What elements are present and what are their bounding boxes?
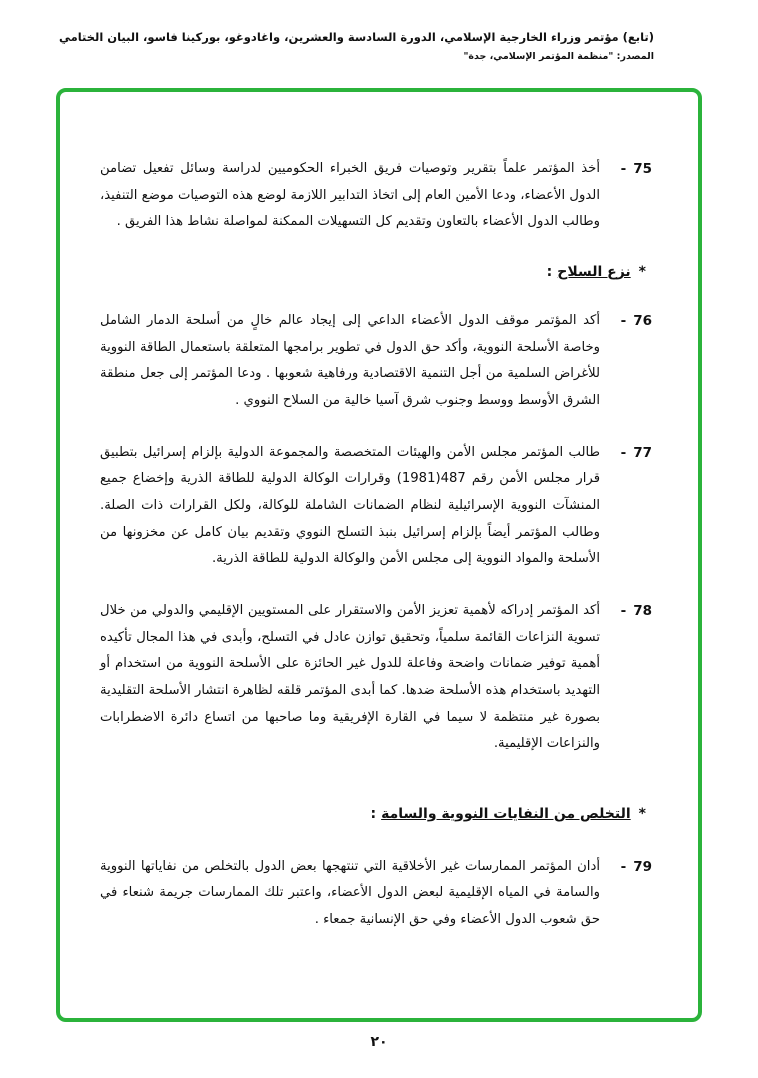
item-dash: - <box>620 161 627 177</box>
item-number: 78 <box>633 602 652 619</box>
header-title: (تابع) مؤتمر وزراء الخارجية الإسلامي، الدورة السادسة والعشرين، واغادوغو، بوركينا فاسو، البيان الختامي <box>58 30 654 44</box>
paragraph-number <box>600 440 652 467</box>
paragraph-77 <box>100 440 652 573</box>
item-dash: - <box>620 312 627 329</box>
item-dash: - <box>620 858 627 875</box>
heading-text: التخلص من النفايات النووية والسامة <box>381 805 631 822</box>
heading-colon: : <box>546 263 553 280</box>
page-number: ٢٠ <box>370 1034 388 1050</box>
paragraph-number <box>600 308 652 335</box>
document-body <box>60 92 698 934</box>
item-number: 75 <box>633 161 652 177</box>
section-heading-nuclear-waste <box>100 806 646 822</box>
paragraph-text: أكد المؤتمر موقف الدول الأعضاء الداعي إلى إيجاد عالم خالٍ من أسلحة الدمار الشامل وخاصة الأسلحة النووية، وأكد حق الدول في تطوير برامجها المتعلقة باستعمال الطاقة النووية للأغراض السلمية من أجل التنمية الاقتصادية ورفاهية شعوبها . ودعا المؤتمر إلى جعل منطقة الشرق الأوسط ووسط وجنوب شرق آسيا خالية من السلاح النووي . <box>100 312 600 408</box>
paragraph-75 <box>100 156 652 236</box>
section-heading-disarmament <box>100 264 646 280</box>
paragraph-78 <box>100 598 652 758</box>
header-source: المصدر: "منظمة المؤتمر الإسلامي، جدة" <box>463 51 654 62</box>
paragraph-number <box>600 598 652 625</box>
item-number: 79 <box>633 858 652 875</box>
paragraph-79 <box>100 854 652 934</box>
paragraph-text: طالب المؤتمر مجلس الأمن والهيئات المتخصصة والمجموعة الدولية بإلزام إسرائيل بتطبيق قرار مجلس الأمن رقم 487(1981) وقرارات الوكالة الدولية للطاقة الذرية وإخضاع جميع المنشآت النووية الإسرائيلية لنظام الضمانات الشاملة للوكالة، ولكل القرارات ذات الصلة. وطالب المؤتمر أيضاً بإلزام إسرائيل بنبذ التسلح النووي وتقديم بيان كامل عن مخزونها من الأسلحة والمواد النووية إلى مجلس الأمن والوكالة الدولية للطاقة الذرية. <box>100 444 601 567</box>
paragraph-text: أدان المؤتمر الممارسات غير الأخلاقية التي تنتهجها بعض الدول بالتخلص من نفاياتها النووية والسامة في المياه الإقليمية لبعض الدول الأعضاء، واعتبر تلك الممارسات جريمة شنعاء في حق شعوب الدول الأعضاء وفي حق الإنسانية جمعاء . <box>100 858 600 928</box>
paragraph-number <box>600 854 652 881</box>
item-number: 76 <box>633 312 652 329</box>
paragraph-text: أخذ المؤتمر علماً بتقرير وتوصيات فريق الخبراء الحكوميين لدراسة وسائل تفعيل تضامن الدول الأعضاء، ودعا الأمين العام إلى اتخاذ التدابير اللازمة لوضع هذه التوصيات موضع التنفيذ، وطالب الدول الأعضاء بالتعاون وتقديم كل التسهيلات الممكنة لمواصلة نشاط هذا الفريق . <box>100 161 600 230</box>
document-header <box>58 30 654 62</box>
heading-asterisk: * <box>638 263 646 280</box>
green-border-frame <box>56 88 702 1022</box>
item-dash: - <box>620 444 627 461</box>
heading-colon: : <box>370 805 377 822</box>
paragraph-text: أكد المؤتمر إدراكه لأهمية تعزيز الأمن والاستقرار على المستويين الإقليمي والدولي من خلال تسوية النزاعات القائمة سلمياً، وتحقيق توازن عادل في التسلح، وأبدى في هذا المجال تأكيده أهمية توفير ضمانات واضحة وفاعلة للدول غير الحائزة على الأسلحة النووية من استخدام أو التهديد باستخدام هذه الأسلحة ضدها. كما أبدى المؤتمر قلقه لظاهرة انتشار الأسلحة التقليدية بصورة غير منتظمة لا سيما في القارة الإفريقية وما صاحبها من اتساع دائرة الاضطرابات والنزاعات الإقليمية. <box>100 602 600 752</box>
heading-text: نزع السلاح <box>557 263 631 280</box>
item-dash: - <box>620 602 627 619</box>
item-number: 77 <box>633 444 652 461</box>
heading-asterisk: * <box>638 805 646 822</box>
paragraph-76 <box>100 308 652 415</box>
paragraph-number <box>600 156 652 183</box>
